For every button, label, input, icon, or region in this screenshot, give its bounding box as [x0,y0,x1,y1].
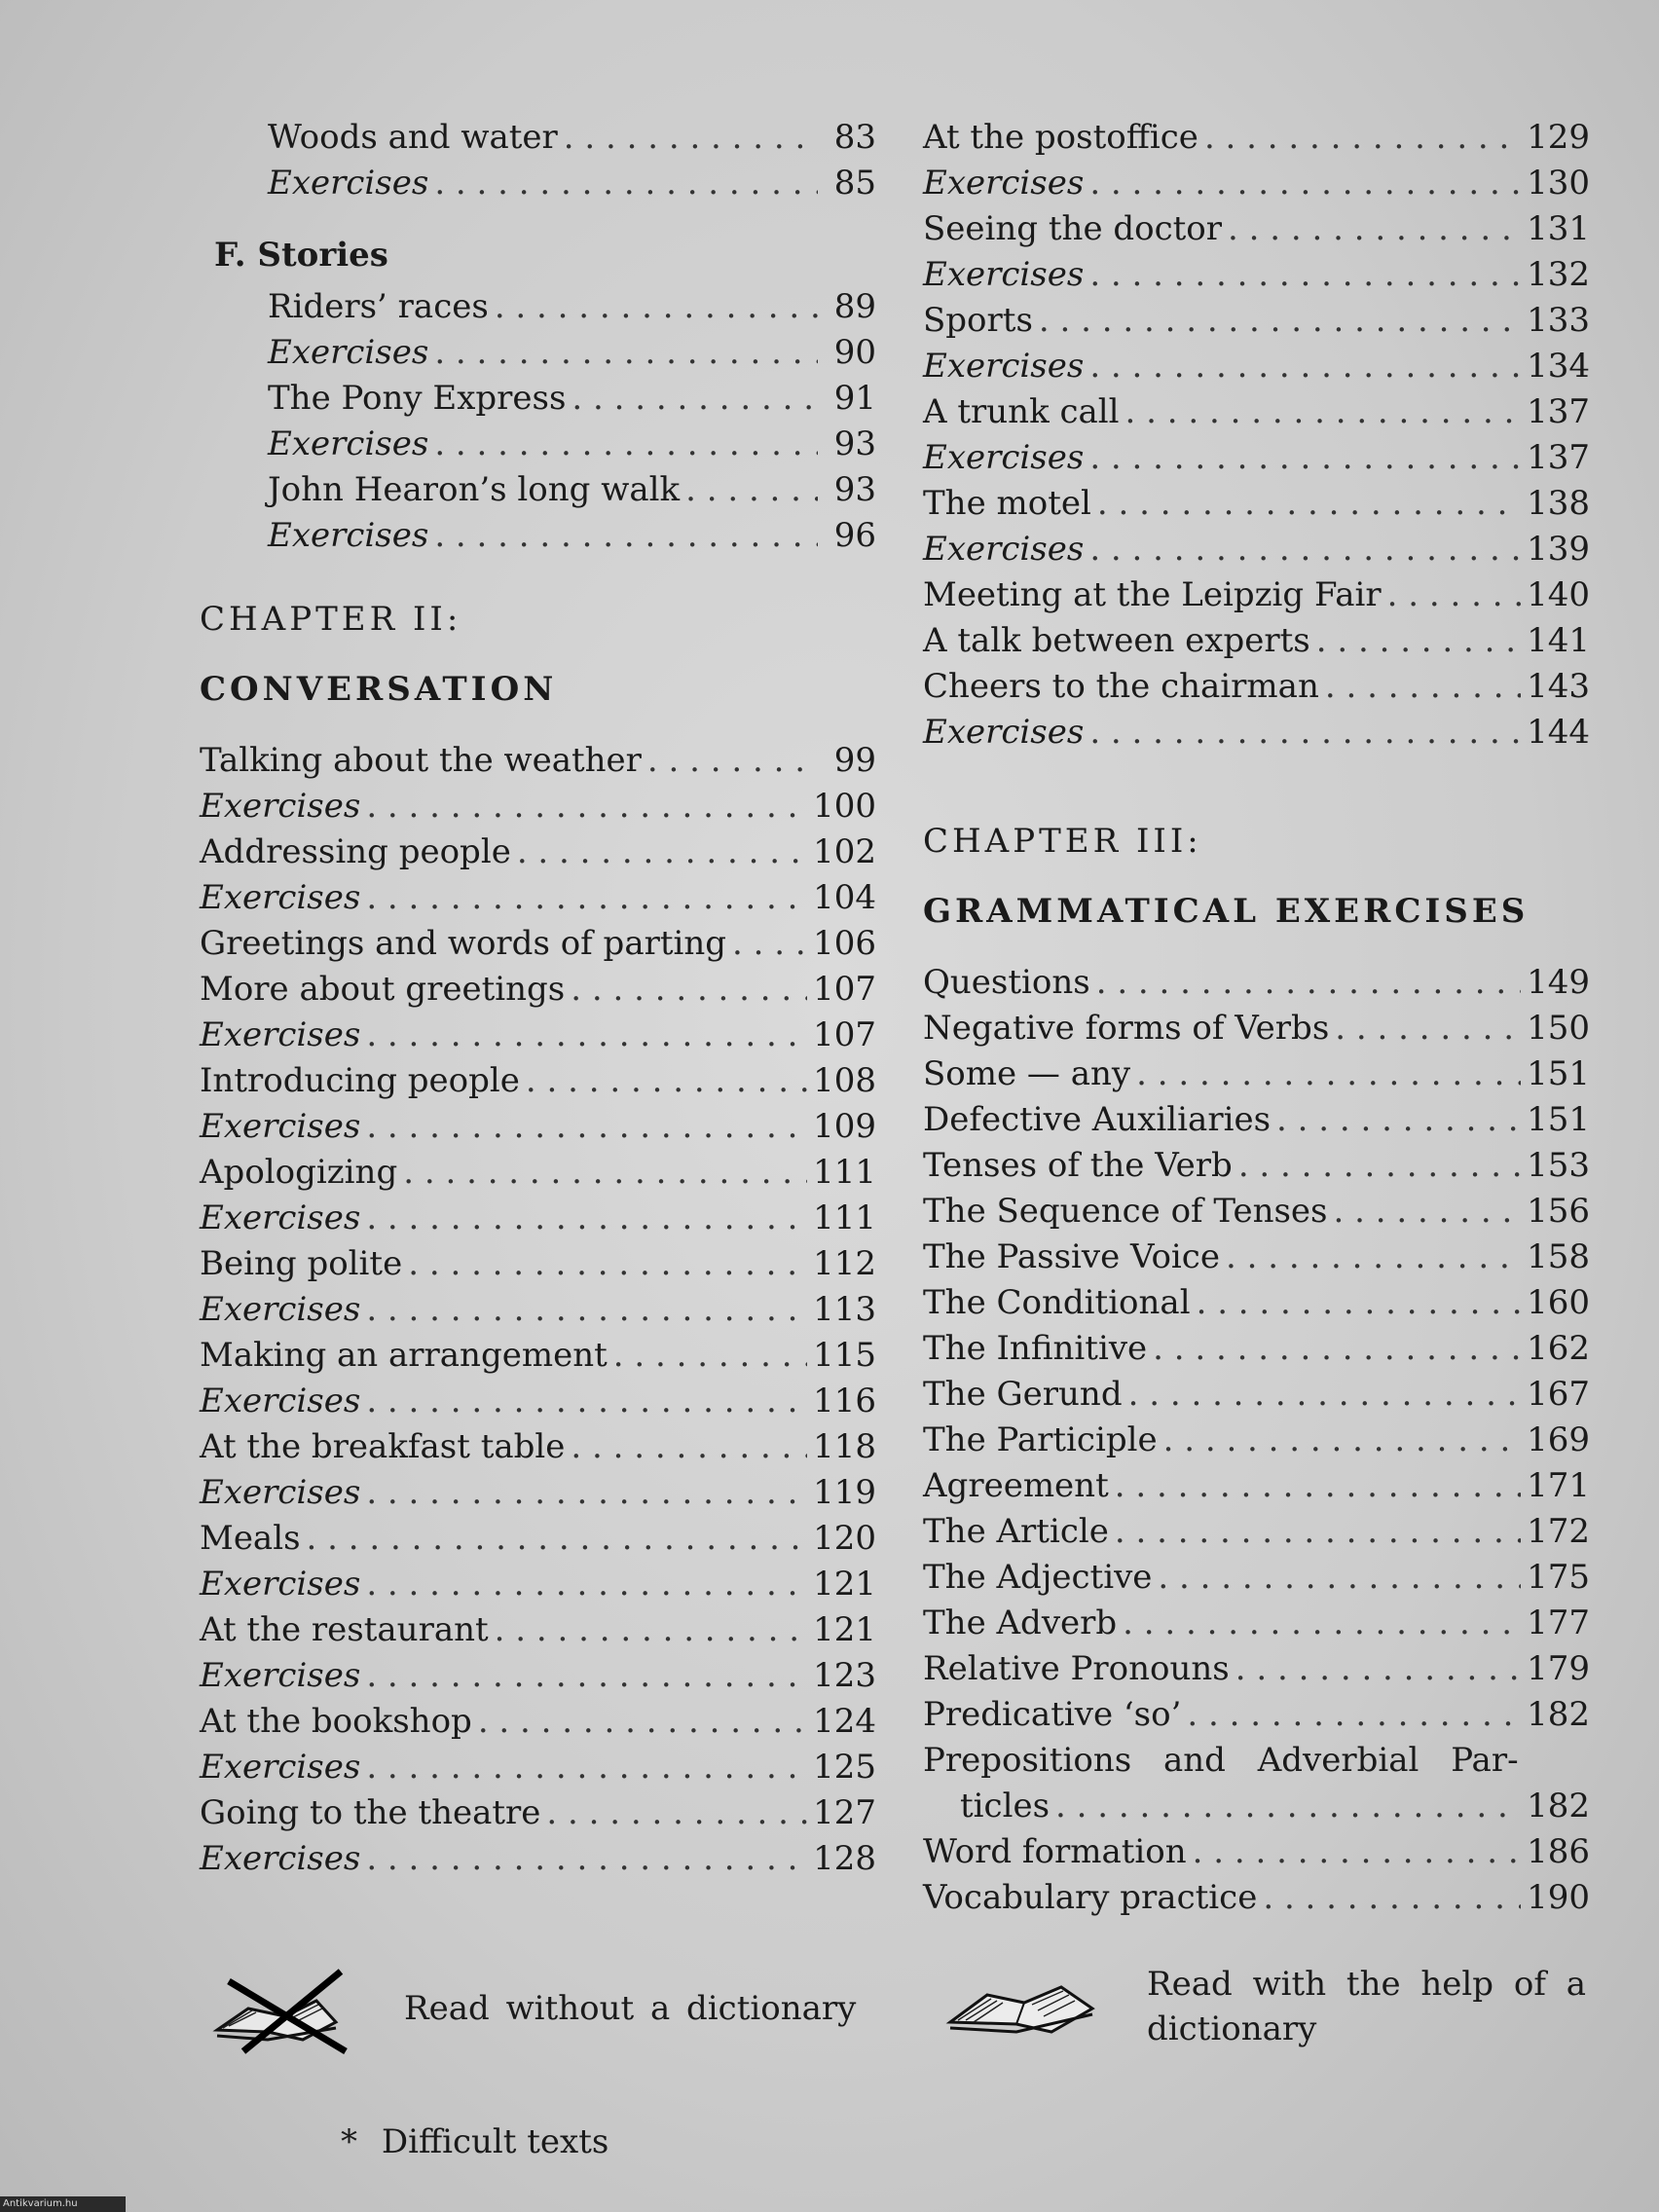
dot-leader [1089,527,1521,572]
toc-entry [923,618,1590,664]
toc-entry-title: Introducing people [200,1061,520,1100]
dot-leader [1276,1097,1521,1143]
toc-entry-page: 109 [813,1107,876,1146]
chapter-ii-label: CHAPTER II: [200,600,462,639]
toc-entry-page: 111 [813,1198,876,1237]
toc-entry [200,1790,876,1836]
toc-entry [923,1509,1590,1555]
toc-entry [200,1379,876,1424]
toc-entry-title: Questions [923,963,1090,1002]
toc-entry [923,1280,1590,1326]
toc-entry-title: The Adverb [923,1604,1118,1642]
dot-leader [1193,1829,1521,1875]
toc-entry-page: 99 [833,741,876,780]
toc-entry-page: 118 [813,1427,876,1466]
toc-entry-title: Going to the theatre [200,1793,541,1832]
dot-leader [1263,1875,1521,1921]
dot-leader [403,1150,807,1196]
dot-leader [1226,1235,1521,1280]
dot-leader [685,467,818,513]
toc-entry-title: Agreement [923,1466,1109,1505]
dot-leader [1204,115,1521,161]
dot-leader [434,330,818,376]
dot-leader [546,1790,807,1836]
toc-entry-title: Exercises [923,255,1085,294]
toc-entry-page: 106 [813,924,876,963]
chapter-iii-title: GRAMMATICAL EXERCISES [923,892,1530,931]
dot-leader [571,967,807,1013]
toc-entry-page: 172 [1527,1512,1590,1551]
toc-entry [200,921,876,967]
toc-entry-page: 151 [1527,1054,1590,1093]
toc-entry [923,344,1590,389]
toc-entry [200,1241,876,1287]
toc-entry-page: 120 [813,1519,876,1558]
toc-entry-title: The Conditional [923,1283,1191,1322]
toc-entry [923,1692,1590,1738]
toc-entry [923,1555,1590,1601]
toc-entry-page: 177 [1527,1604,1590,1642]
toc-entry [923,1601,1590,1646]
toc-entry-page: 128 [813,1839,876,1878]
toc-entry-page: 93 [833,470,876,509]
legend-with-dictionary-line2: dictionary [1147,2009,1317,2048]
toc-entry-title: Exercises [200,1656,361,1695]
toc-entry-page: 121 [813,1610,876,1649]
toc-entry-title: Exercises [200,1198,361,1237]
dot-leader [366,1653,807,1699]
toc-entry [923,1784,1590,1829]
stories-heading: F. Stories [214,236,388,275]
toc-entry [923,1372,1590,1418]
dot-leader [366,1013,807,1058]
dot-leader [366,784,807,830]
dot-leader [526,1058,807,1104]
toc-entry-page: 129 [1527,118,1590,157]
dot-leader [1115,1463,1521,1509]
toc-entry [923,389,1590,435]
toc-entry-page: 132 [1527,255,1590,294]
toc-entry-title: Exercises [923,530,1085,569]
toc-entry-page: 107 [813,1015,876,1054]
toc-entry [200,967,876,1013]
dot-leader [1187,1692,1521,1738]
toc-entry [923,252,1590,298]
toc-entry-page: 175 [1527,1558,1590,1597]
toc-entry-page: 116 [813,1382,876,1420]
chapter-iii-label: CHAPTER III: [923,822,1202,861]
toc-entry [200,738,876,784]
dot-leader [571,376,818,422]
toc-entry [200,1516,876,1562]
toc-entry [200,1607,876,1653]
stories-section [200,284,876,559]
toc-entry [923,1829,1590,1875]
toc-entry-page: 107 [813,970,876,1009]
toc-entry [200,115,876,161]
toc-entry-page: 182 [1527,1695,1590,1734]
dot-leader [564,115,818,161]
toc-entry-title: Exercises [268,333,429,372]
toc-entry-page: 111 [813,1153,876,1192]
toc-entry [200,1562,876,1607]
asterisk-marker: * [341,2122,357,2161]
toc-entry-title: Exercises [268,424,429,463]
toc-entry [923,572,1590,618]
toc-entry-title: At the restaurant [200,1610,489,1649]
dot-leader [1089,252,1521,298]
toc-entry [923,1738,1590,1784]
toc-entry [923,710,1590,756]
toc-entry-title: Making an arrangement [200,1336,608,1375]
toc-left-column [200,115,876,1882]
dot-leader [1197,1280,1522,1326]
toc-entry-page: 149 [1527,963,1590,1002]
toc-entry-page: 141 [1527,621,1590,660]
toc-entry-title: Exercises [200,1839,361,1878]
toc-entry-page: 138 [1527,484,1590,523]
chapter-ii-title: CONVERSATION [200,670,558,709]
toc-entry [200,422,876,467]
legend-with-dictionary-text [1147,1962,1586,2051]
toc-entry [923,206,1590,252]
dot-leader [366,1836,807,1882]
toc-entry-title: Exercises [923,347,1085,386]
toc-entry [200,875,876,921]
toc-entry [200,1196,876,1241]
toc-entry [200,830,876,875]
toc-entry [200,1333,876,1379]
grammar-section-tail [923,1829,1590,1921]
toc-entry-title: Predicative ‘so’ [923,1695,1182,1734]
toc-entry-page: 151 [1527,1100,1590,1139]
toc-entry [923,1418,1590,1463]
legend-with-dictionary-line1: Read with the help of a [1147,1965,1586,2004]
toc-entry-page: 143 [1527,667,1590,706]
toc-entry-title: Exercises [200,878,361,917]
toc-entry [200,1836,876,1882]
toc-entry-title: At the bookshop [200,1702,472,1741]
woods-section [200,115,876,206]
toc-entry-page: 91 [833,379,876,418]
dot-leader [434,161,818,206]
toc-entry [200,161,876,206]
toc-entry [200,1424,876,1470]
toc-entry [200,513,876,559]
toc-entry-title: Seeing the doctor [923,209,1223,248]
dot-leader [1125,389,1522,435]
toc-entry-title: Negative forms of Verbs [923,1009,1330,1048]
toc-entry-title: John Hearon’s long walk [268,470,681,509]
toc-entry [923,960,1590,1006]
toc-entry [923,115,1590,161]
dot-leader [1128,1372,1521,1418]
dot-leader [366,875,807,921]
toc-entry-title: Meeting at the Leipzig Fair [923,575,1382,614]
toc-entry-title: Word formation [923,1832,1187,1871]
dot-leader [408,1241,807,1287]
toc-entry [200,1653,876,1699]
toc-entry [923,435,1590,481]
toc-entry-title: Sports [923,301,1033,340]
dot-leader [1335,1006,1521,1051]
toc-entry [923,298,1590,344]
dot-leader [366,1470,807,1516]
toc-entry [200,1699,876,1745]
dot-leader [1123,1601,1521,1646]
dot-leader [366,1104,807,1150]
toc-entry-page: 190 [1527,1878,1590,1917]
toc-entry-title: Meals [200,1519,301,1558]
dot-leader [1097,481,1521,527]
conversation-section [200,738,876,1882]
dot-leader [366,1287,807,1333]
dot-leader [732,921,807,967]
toc-entry-page: 137 [1527,438,1590,477]
toc-entry-title: Exercises [200,1473,361,1512]
toc-entry-page: 133 [1527,301,1590,340]
toc-entry-page: 83 [833,118,876,157]
toc-entry-title: Exercises [923,438,1085,477]
toc-entry [923,1006,1590,1051]
toc-entry-title: More about greetings [200,970,566,1009]
toc-entry-title: The Article [923,1512,1109,1551]
toc-entry-title: Riders’ races [268,287,489,326]
toc-entry-title: At the breakfast table [200,1427,566,1466]
grammar-section [923,960,1590,1738]
dot-leader [1153,1326,1521,1372]
toc-entry-title: A trunk call [923,392,1120,431]
toc-entry-title: Vocabulary practice [923,1878,1258,1917]
toc-entry [200,1745,876,1790]
difficult-texts-note [341,2122,608,2161]
toc-entry-title: Woods and water [268,118,558,157]
toc-entry [923,1189,1590,1235]
toc-entry-page: 139 [1527,530,1590,569]
toc-entry [200,1150,876,1196]
dot-leader [307,1516,808,1562]
dot-leader [1115,1509,1521,1555]
dot-leader [1228,206,1521,252]
dot-leader [1089,710,1521,756]
dot-leader [1235,1646,1521,1692]
toc-entry [923,664,1590,710]
toc-entry [200,330,876,376]
toc-entry-title: Exercises [200,1107,361,1146]
dot-leader [1089,161,1521,206]
dot-leader [434,513,818,559]
toc-entry-title: Exercises [200,1748,361,1787]
toc-entry-page: 153 [1527,1146,1590,1185]
toc-entry [923,1463,1590,1509]
legend-without-dictionary-text: Read without a dictionary [404,1989,857,2028]
dot-leader [1055,1784,1521,1829]
toc-entry-page: 93 [833,424,876,463]
toc-entry-title: Exercises [200,1015,361,1054]
toc-entry-page: 112 [813,1244,876,1283]
toc-entry-page: 156 [1527,1192,1590,1231]
toc-entry-title: The Participle [923,1420,1158,1459]
toc-entry-title: Tenses of the Verb [923,1146,1233,1185]
toc-entry-page: 113 [813,1290,876,1329]
toc-entry-title: ticles [960,1787,1051,1825]
toc-entry-page: 169 [1527,1420,1590,1459]
toc-entry [200,284,876,330]
legend-with-dictionary [944,1962,1586,2051]
dot-leader [366,1745,807,1790]
dot-leader [1158,1555,1521,1601]
toc-entry-page: 160 [1527,1283,1590,1322]
toc-entry-page: 100 [813,787,876,826]
toc-entry-page: 150 [1527,1009,1590,1048]
toc-entry [923,1235,1590,1280]
dot-leader [495,1607,807,1653]
dot-leader [478,1699,807,1745]
toc-entry-title: Cheers to the chairman [923,667,1319,706]
toc-entry-page: 140 [1527,575,1590,614]
toc-entry-title: Some — any [923,1054,1131,1093]
toc-entry [923,527,1590,572]
toc-entry-title: The motel [923,484,1091,523]
dot-leader [366,1562,807,1607]
toc-entry [923,1326,1590,1372]
dot-leader [1039,298,1521,344]
toc-entry-page: 167 [1527,1375,1590,1414]
toc-entry [923,481,1590,527]
toc-entry [200,1470,876,1516]
open-book-icon [944,1968,1100,2046]
toc-entry-page: 131 [1527,209,1590,248]
toc-entry-title: Defective Auxiliaries [923,1100,1272,1139]
toc-entry-title: The Adjective [923,1558,1153,1597]
dot-leader [366,1196,807,1241]
toc-entry-title: Prepositions and Adverbial Par- [923,1741,1519,1780]
toc-entry-title: Exercises [200,1382,361,1420]
toc-entry-title: Relative Pronouns [923,1649,1230,1688]
dot-leader [517,830,807,875]
toc-entry-title: The Gerund [923,1375,1123,1414]
toc-entry-title: The Infinitive [923,1329,1148,1368]
crossed-book-icon [209,1962,355,2055]
toc-entry-page: 186 [1527,1832,1590,1871]
toc-entry-title: Exercises [200,787,361,826]
toc-entry-page: 144 [1527,713,1590,752]
toc-entry-title: Talking about the weather [200,741,642,780]
toc-entry-page: 102 [813,832,876,871]
legend-without-dictionary [209,1962,856,2055]
dot-leader [1238,1143,1521,1189]
dot-leader [1334,1189,1522,1235]
difficult-texts-label: Difficult texts [381,2122,609,2161]
toc-entry [923,161,1590,206]
toc-entry-page: 121 [813,1565,876,1604]
toc-entry-page: 104 [813,878,876,917]
toc-right-column [923,115,1590,1921]
toc-entry-page: 90 [833,333,876,372]
toc-entry [923,1051,1590,1097]
dot-leader [1163,1418,1522,1463]
dot-leader [1136,1051,1521,1097]
toc-entry-title: The Sequence of Tenses [923,1192,1328,1231]
toc-entry-title: At the postoffice [923,118,1198,157]
toc-entry-page: 119 [813,1473,876,1512]
toc-entry [200,784,876,830]
toc-entry [923,1875,1590,1921]
toc-entry-page: 108 [813,1061,876,1100]
toc-entry-title: Addressing people [200,832,511,871]
toc-entry [923,1097,1590,1143]
toc-entry-title: Exercises [200,1565,361,1604]
toc-entry-page: 182 [1527,1787,1590,1825]
dot-leader [495,284,818,330]
toc-entry-title: Being polite [200,1244,403,1283]
toc-entry [923,1143,1590,1189]
watermark: Antikvarium.hu [0,2196,126,2212]
toc-entry-page: 134 [1527,347,1590,386]
toc-entry [200,1104,876,1150]
toc-entry [200,1287,876,1333]
dot-leader [434,422,818,467]
toc-entry-page: 89 [833,287,876,326]
toc-entry-page: 179 [1527,1649,1590,1688]
dot-leader [1316,618,1521,664]
toc-entry-title: Exercises [268,164,429,203]
dot-leader [1387,572,1521,618]
toc-entry-title: The Pony Express [268,379,567,418]
toc-entry [200,1013,876,1058]
toc-entry [200,1058,876,1104]
toc-entry-page: 124 [813,1702,876,1741]
toc-entry-title: Apologizing [200,1153,398,1192]
dot-leader [1325,664,1521,710]
conversation-continued-section [923,115,1590,756]
toc-entry-page: 96 [833,516,876,555]
toc-entry-page: 130 [1527,164,1590,203]
toc-entry-page: 123 [813,1656,876,1695]
toc-entry-title: Exercises [268,516,429,555]
dot-leader [613,1333,807,1379]
toc-entry-title: The Passive Voice [923,1237,1220,1276]
dot-leader [1089,435,1521,481]
toc-entry [923,1646,1590,1692]
toc-entry-page: 158 [1527,1237,1590,1276]
toc-entry-page: 127 [813,1793,876,1832]
toc-entry-page: 137 [1527,392,1590,431]
toc-entry-page: 171 [1527,1466,1590,1505]
toc-entry-title: Exercises [200,1290,361,1329]
toc-entry-title: A talk between experts [923,621,1310,660]
toc-entry-title: Exercises [923,164,1085,203]
toc-entry-page: 125 [813,1748,876,1787]
dot-leader [1096,960,1521,1006]
toc-entry-title: Exercises [923,713,1085,752]
toc-entry-page: 162 [1527,1329,1590,1368]
dot-leader [647,738,818,784]
toc-entry-page: 85 [833,164,876,203]
dot-leader [366,1379,807,1424]
toc-entry [200,467,876,513]
dot-leader [571,1424,807,1470]
toc-entry-page: 115 [813,1336,876,1375]
toc-entry-title: Greetings and words of parting [200,924,727,963]
toc-entry [200,376,876,422]
dot-leader [1089,344,1521,389]
